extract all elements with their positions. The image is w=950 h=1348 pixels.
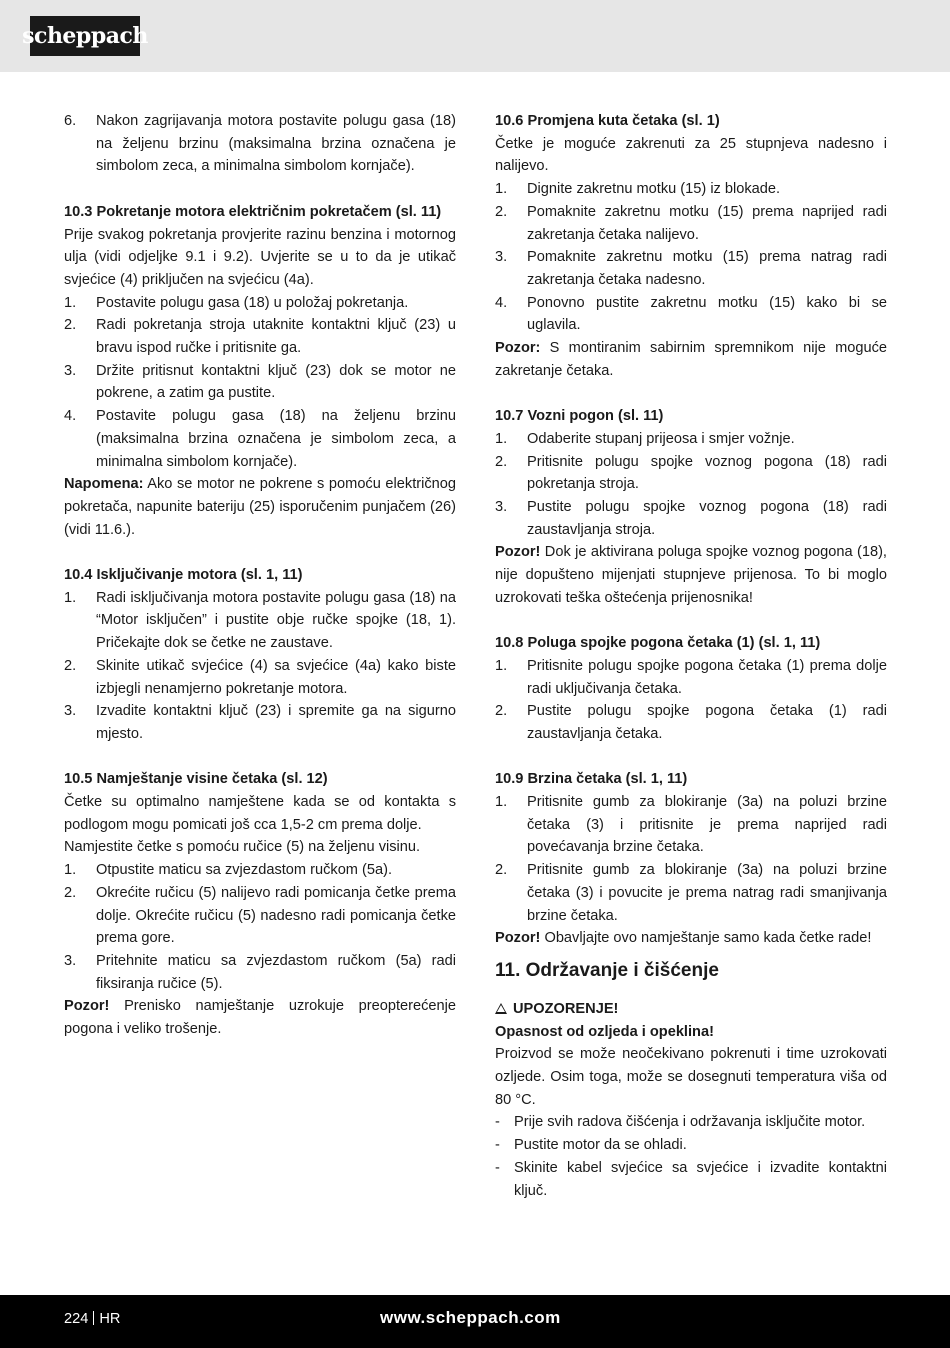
language-code: HR (99, 1311, 121, 1327)
list-text: Pustite polugu spojke pogona četaka (1) radi zaustavljanja četaka. (527, 703, 887, 742)
section-11-bullets (495, 1111, 887, 1202)
list-text: Pritisnite polugu spojke voznog pogona (18) radi pokretanja stroja. (527, 453, 887, 493)
list-text: Otpustite maticu sa zvjezdastom ručkom (5a). (96, 862, 393, 879)
section-10-7-title: 10.7 Vozni pogon (sl. 11) (495, 408, 664, 425)
website-url: www.scheppach.com (380, 1308, 561, 1327)
note-text: S montiranim sabirnim spremnikom nije moguće zakretanje četaka. (495, 340, 887, 379)
note-text: Prenisko namještanje uzrokuje preopterećenje pogona i veliko trošenje. (64, 998, 456, 1038)
list-number: 2. (64, 657, 77, 674)
section-10-6-title: 10.6 Promjena kuta četaka (sl. 1) (495, 113, 720, 129)
bullet-dash: - (495, 1114, 500, 1131)
list-text: Prije svih radova čišćenja i održavanja isključite motor. (514, 1114, 866, 1131)
section-10-7-note (495, 541, 887, 609)
list-text: Okrećite ručicu (5) nalijevo radi pomicanja četke prema dolje. Okrećite ručicu (5) nadesno radi pomicanja četke prema gore. (96, 884, 456, 947)
warning-subheading: Opasnost od ozljeda i opeklina! (495, 1023, 714, 1040)
list-text: Postavite polugu gasa (18) u položaj pokretanja. (96, 294, 409, 311)
list-text: Pustite polugu spojke voznog pogona (18) radi zaustavljanja stroja. (527, 498, 887, 538)
list-text: Radi isključivanja motora postavite polugu gasa (18) na “Motor isključen” i pustite obje ručke spojke (18, 1). Pričekajte dok se četke ne zaustave. (96, 589, 456, 652)
page-number: 224 (64, 1311, 89, 1327)
section-10-5-intro1: Četke su optimalno namještene kada se od kontakta s podlogom mogu pomicati još cca 1,5-2 cm prema dolje. (64, 794, 456, 833)
list-number: 1. (495, 430, 508, 447)
section-10-9-title: 10.9 Brzina četaka (sl. 1, 11) (495, 771, 688, 788)
list-number: 1. (64, 589, 77, 606)
list-text: Skinite kabel svjećice sa svjećice i izvadite kontaktni ključ. (514, 1159, 887, 1199)
section-11-text: Proizvod se može neočekivano pokrenuti i time uzrokovati ozljede. Osim toga, može se dosegnuti temperatura viša od 80 °C. (495, 1046, 887, 1108)
section-10-6-intro: Četke je moguće zakrenuti za 25 stupnjeva nadesno i nalijevo. (495, 135, 887, 175)
section-10-6-steps (495, 178, 887, 337)
list-number: 4. (495, 294, 508, 311)
left-column (64, 110, 456, 1041)
list-text: Radi pokretanja stroja utaknite kontaktni ključ (23) u bravu ispod ručke i pritisnite ga. (96, 317, 456, 357)
page-footer (0, 1295, 950, 1348)
bullet-dash: - (495, 1137, 500, 1154)
list-text: Pritehnite maticu sa zvjezdastom ručkom (5a) radi fiksiranja ručice (5). (96, 952, 456, 992)
section-10-5-intro2: Namjestite četke s pomoću ručice (5) na željenu visinu. (64, 839, 421, 856)
page-number-block (64, 1311, 120, 1327)
list-number: 3. (495, 498, 508, 515)
note-label: Napomena: (64, 476, 144, 493)
note-text: Ako se motor ne pokrene s pomoću električnog pokretača, napunite bateriju (25) isporučenim punjačem (26) (vidi 11.6.). (64, 476, 457, 538)
note-label: Pozor: (495, 340, 541, 357)
section-10-8-steps (495, 655, 887, 746)
list-number: 2. (495, 703, 508, 720)
section-10-5-note (64, 995, 456, 1040)
list-text: Pritisnite gumb za blokiranje (3a) na poluzi brzine četaka (3) i povucite je prema natrag radi smanjivanja brzine četaka. (527, 862, 887, 924)
list-number: 2. (64, 884, 77, 901)
list-number: 2. (495, 453, 508, 470)
list-text: Pritisnite gumb za blokiranje (3a) na poluzi brzine četaka (3) i pritisnite je prema naprijed radi povećavanja brzine četaka. (527, 794, 887, 856)
list-text: Nakon zagrijavanja motora postavite polugu gasa (18) na željenu brzinu (maksimalna brzina označena je simbolom zeca, a minimalna simbolom kornjače). (96, 113, 456, 175)
bullet-dash: - (495, 1159, 500, 1176)
list-number: 6. (64, 113, 77, 129)
section-11-title: 11. Održavanje i čišćenje (495, 959, 719, 981)
page-header (0, 0, 950, 72)
list-number: 1. (495, 181, 508, 198)
list-text: Dignite zakretnu motku (15) iz blokade. (527, 181, 781, 198)
warning-label: UPOZORENJE! (513, 1000, 619, 1017)
list-number: 2. (495, 862, 508, 879)
list-number: 2. (64, 317, 77, 334)
section-10-9-steps (495, 791, 887, 927)
list-number: 2. (495, 203, 508, 220)
scheppach-logo: scheppach (30, 16, 140, 56)
list-number: 1. (495, 794, 508, 811)
section-10-9-note (495, 927, 887, 950)
list-text: Pustite motor da se ohladi. (514, 1137, 687, 1154)
section-10-3-intro: Prije svakog pokretanja provjerite razinu benzina i motornog ulja (vidi odjeljke 9.1 i 9.2). Uvjerite se u to da je utikač svjećice (4) priključen na svjećicu (4a). (64, 226, 456, 288)
section-10-3-note (64, 473, 456, 541)
list-text: Ponovno pustite zakretnu motku (15) kako bi se uglavila. (527, 294, 887, 334)
list-number: 3. (64, 362, 77, 379)
list-text: Postavite polugu gasa (18) na željenu brzinu (maksimalna brzina označena je simbolom zeca, a minimalna simbolom kornjače). (96, 408, 456, 470)
list-number: 4. (64, 408, 77, 425)
list-item-6 (64, 110, 456, 178)
section-10-4-title: 10.4 Isključivanje motora (sl. 1, 11) (64, 567, 303, 584)
section-10-6-note (495, 337, 887, 382)
list-text: Odaberite stupanj prijeosa i smjer vožnje. (527, 430, 795, 447)
list-text: Pritisnite polugu spojke pogona četaka (1) prema dolje radi uključivanja četaka. (527, 657, 887, 697)
list-text: Izvadite kontaktni ključ (23) i spremite ga na sigurno mjesto. (96, 703, 456, 742)
section-10-7-steps (495, 428, 887, 542)
note-label: Pozor! (495, 930, 541, 947)
note-text: Dok je aktivirana poluga spojke voznog pogona (18), nije dopušteno mijenjati stupnjeve prijenosa. To bi moglo uzrokovati teška oštećenja prijenosnika! (495, 544, 887, 606)
note-label: Pozor! (64, 998, 110, 1015)
list-number: 1. (64, 862, 77, 879)
list-text: Pomaknite zakretnu motku (15) prema natrag radi zakretanja četaka nadesno. (527, 249, 887, 288)
list-text: Držite pritisnut kontaktni ključ (23) dok se motor ne pokrene, a zatim ga pustite. (96, 362, 456, 402)
separator (93, 1311, 94, 1325)
section-10-4-steps (64, 587, 456, 746)
section-10-3-steps (64, 292, 456, 474)
list-number: 3. (64, 703, 77, 720)
list-number: 1. (495, 657, 508, 674)
section-10-5-steps (64, 859, 456, 995)
note-text: Obavljajte ovo namještanje samo kada četke rade! (544, 930, 872, 947)
note-label: Pozor! (495, 544, 541, 561)
warning-heading (495, 998, 887, 1021)
list-number: 3. (64, 952, 77, 969)
section-10-5-title: 10.5 Namještanje visine četaka (sl. 12) (64, 771, 328, 788)
list-number: 1. (64, 294, 77, 311)
list-text: Skinite utikač svjećice (4) sa svjećice (4a) kako biste izbjegli nenamjerno pokretanje motora. (96, 657, 456, 697)
list-number: 3. (495, 249, 508, 266)
section-10-8-title: 10.8 Poluga spojke pogona četaka (1) (sl. 1, 11) (495, 635, 821, 652)
right-column (495, 110, 887, 1202)
list-text: Pomaknite zakretnu motku (15) prema naprijed radi zakretanja četaka nalijevo. (527, 203, 887, 243)
section-10-3-title: 10.3 Pokretanje motora električnim pokretačem (sl. 11) (64, 203, 442, 220)
warning-triangle-icon (495, 1003, 507, 1014)
